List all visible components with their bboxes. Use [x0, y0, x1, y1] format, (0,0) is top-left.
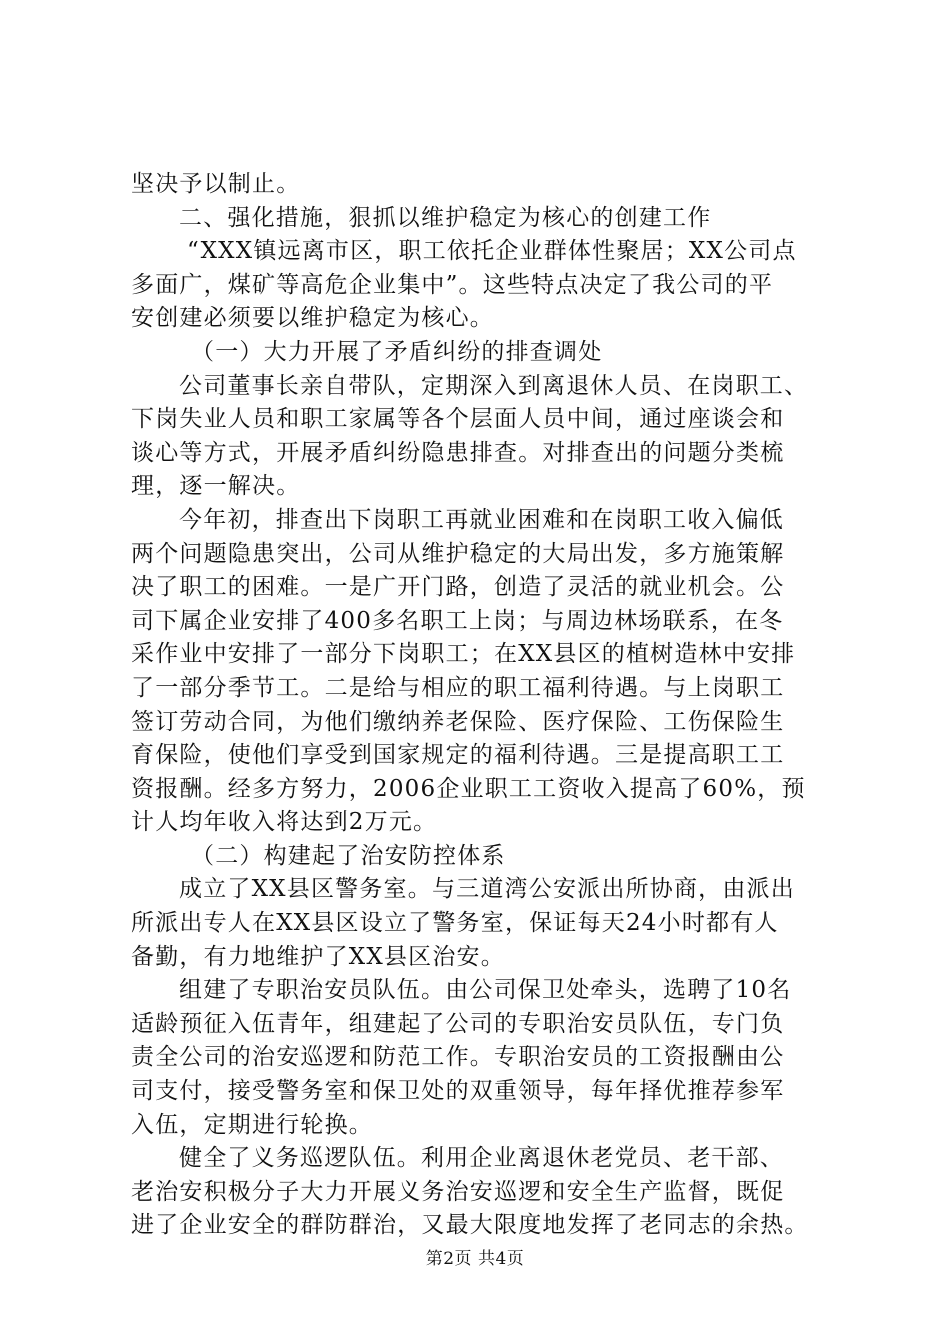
text-line: 组建了专职治安员队伍。由公司保卫处牵头，选聘了10名 [179, 977, 792, 1004]
page-footer: 第2页 共4页 [425, 1249, 525, 1269]
text-line: 备勤，有力地维护了XX县区治安。 [131, 943, 505, 970]
text-line: 进了企业安全的群防群治，又最大限度地发挥了老同志的余热。 [131, 1212, 809, 1239]
text-line: 下岗失业人员和职工家属等各个层面人员中间，通过座谈会和 [131, 406, 785, 433]
text-line: 决了职工的困难。一是广开门路，创造了灵活的就业机会。公 [131, 574, 785, 601]
text-line: 今年初，排查出下岗职工再就业困难和在岗职工收入偏低 [179, 506, 784, 533]
text-line: 健全了义务巡逻队伍。利用企业离退休老党员、老干部、 [179, 1145, 784, 1172]
text-line: 签订劳动合同，为他们缴纳养老保险、医疗保险、工伤保险生 [131, 708, 785, 735]
text-line: 了一部分季节工。二是给与相应的职工福利待遇。与上岗职工 [131, 674, 785, 701]
text-line: 责全公司的治安巡逻和防范工作。专职治安员的工资报酬由公 [131, 1044, 785, 1071]
text-line: “XXX镇远离市区，职工依托企业群体性聚居；XX公司点 [187, 238, 797, 265]
text-line: 安创建必须要以维护稳定为核心。 [131, 305, 494, 332]
text-line: 司支付，接受警务室和保卫处的双重领导，每年择优推荐参军 [131, 1078, 785, 1105]
text-line: 二、强化措施，狠抓以维护稳定为核心的创建工作 [179, 204, 712, 231]
text-line: 计人均年收入将达到2万元。 [131, 809, 438, 836]
text-line: 司下属企业安排了400多名职工上岗；与周边林场联系，在冬 [131, 607, 784, 634]
text-line: 坚决予以制止。 [131, 171, 301, 197]
text-line: 入伍，定期进行轮换。 [131, 1111, 373, 1138]
text-line: 理，逐一解决。 [131, 473, 301, 500]
text-line: （二）构建起了治安防控体系 [191, 842, 506, 869]
text-line: 育保险，使他们享受到国家规定的福利待遇。三是提高职工工 [131, 742, 785, 769]
text-line: （一）大力开展了矛盾纠纷的排查调处 [191, 338, 603, 365]
text-line: 老治安积极分子大力开展义务治安巡逻和安全生产监督，既促 [131, 1178, 785, 1205]
text-line: 资报酬。经多方努力，2006企业职工工资收入提高了60%，预 [131, 775, 806, 802]
text-line: 公司董事长亲自带队，定期深入到离退休人员、在岗职工、 [179, 372, 809, 399]
text-line: 所派出专人在XX县区设立了警务室，保证每天24小时都有人 [131, 910, 779, 937]
text-line: 成立了XX县区警务室。与三道湾公安派出所协商，由派出 [179, 876, 795, 903]
text-line: 采作业中安排了一部分下岗职工；在XX县区的植树造林中安排 [131, 641, 796, 668]
text-line: 适龄预征入伍青年，组建起了公司的专职治安员队伍，专门负 [131, 1010, 785, 1037]
text-line: 两个问题隐患突出，公司从维护稳定的大局出发，多方施策解 [131, 540, 785, 567]
text-line: 多面广，煤矿等高危企业集中”。这些特点决定了我公司的平 [131, 271, 774, 298]
body-text [131, 168, 831, 1243]
text-line: 谈心等方式，开展矛盾纠纷隐患排查。对排查出的问题分类梳 [131, 439, 785, 466]
